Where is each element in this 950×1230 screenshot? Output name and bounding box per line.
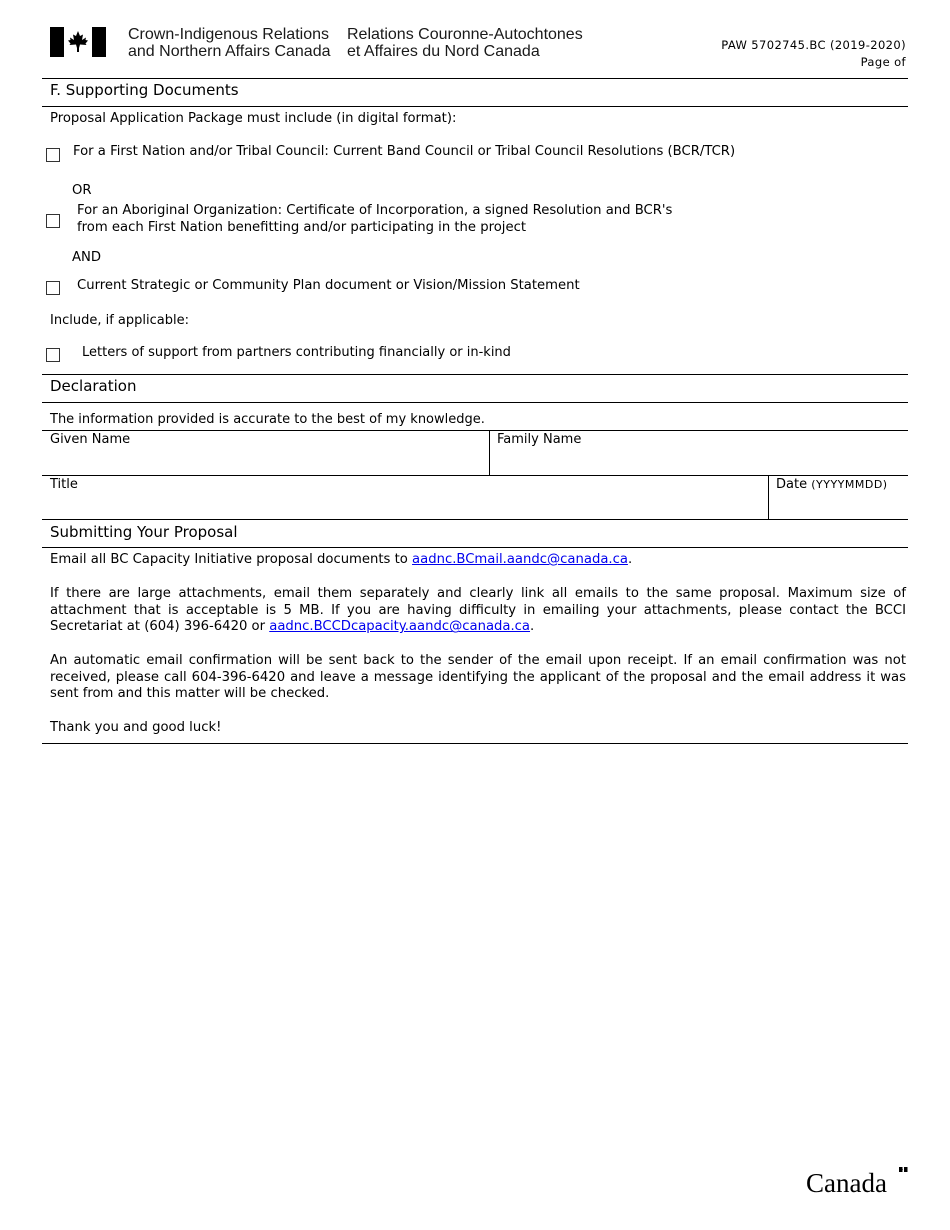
canada-flag-icon [50,27,106,57]
and-separator: AND [72,250,102,265]
submit-paragraph-confirmation: An automatic email confirmation will be sent back to the sender of the email upon receipt. If an email confirmation was not received, please call 604-396-6420 and leave a message identifying the applicant of the proposal and the email address it was sent from and this matter will be checked. [50,653,906,702]
submit-paragraph-thanks: Thank you and good luck! [50,720,222,735]
include-if-applicable: Include, if applicable: [50,313,189,328]
checkbox-letters-label: Letters of support from partners contributing financially or in-kind [82,345,511,360]
divider [42,106,908,107]
or-separator: OR [72,183,92,198]
divider [42,402,908,403]
section-title-submitting: Submitting Your Proposal [50,523,238,541]
checkbox-certificate-label-line2: from each First Nation benefitting and/or participating in the project [77,220,526,235]
supporting-intro: Proposal Application Package must include (in digital format): [50,111,457,126]
section-title-declaration: Declaration [50,377,137,395]
submit-paragraph-attachments: If there are large attachments, email them separately and clearly link all emails to the same proposal. Maximum size of attachment that is acceptable is 5 MB. If you are having difficulty in emailing your attachments, please contact the BCCI Secretariat at (604) 396-6420 or aadnc.BCCDcapacity.aandc@canada.ca. [50,586,906,635]
checkbox-strategic-plan[interactable] [46,281,60,295]
given-name-label: Given Name [50,432,131,447]
title-label: Title [50,477,78,492]
date-label: Date (YYYYMMDD) [776,477,888,492]
checkbox-certificate-label-line1: For an Aboriginal Organization: Certificate of Incorporation, a signed Resolution and BCR's [77,203,673,218]
date-format-hint: (YYYYMMDD) [811,478,888,491]
checkbox-bcr-tcr-label: For a First Nation and/or Tribal Council: Current Band Council or Tribal Council Resolutions (BCR/TCR) [73,144,736,159]
family-name-field[interactable] [492,446,906,474]
section-title-supporting-documents: F. Supporting Documents [50,81,239,99]
submit-paragraph-email: Email all BC Capacity Initiative proposal documents to aadnc.BCmail.aandc@canada.ca. [50,552,633,567]
divider [42,743,908,744]
department-name-french: Relations Couronne-Autochtones et Affaires du Nord Canada [347,26,583,60]
divider [42,519,908,520]
divider [42,78,908,79]
svg-text:Canada: Canada [806,1168,887,1196]
divider [42,547,908,548]
email-link-bccd-capacity[interactable]: aadnc.BCCDcapacity.aandc@canada.ca [269,619,531,635]
checkbox-letters-of-support[interactable] [46,348,60,362]
email-link-bcmail[interactable]: aadnc.BCmail.aandc@canada.ca [412,552,628,567]
canada-wordmark-logo [806,1166,908,1196]
divider [768,475,769,519]
checkbox-strategic-plan-label: Current Strategic or Community Plan document or Vision/Mission Statement [77,278,580,293]
divider [489,430,490,475]
department-name-english: Crown-Indigenous Relations and Northern Affairs Canada [128,26,331,60]
title-field[interactable] [44,491,764,518]
checkbox-bcr-tcr[interactable] [46,148,60,162]
page-indicator: Page of [860,55,906,69]
divider [42,475,908,476]
declaration-statement: The information provided is accurate to the best of my knowledge. [50,412,485,427]
date-field[interactable] [771,491,906,518]
given-name-field[interactable] [44,446,486,474]
checkbox-certificate-incorporation[interactable] [46,214,60,228]
family-name-label: Family Name [497,432,582,447]
divider [42,430,908,431]
divider [42,374,908,375]
form-number: PAW 5702745.BC (2019-2020) Page of [721,38,906,69]
